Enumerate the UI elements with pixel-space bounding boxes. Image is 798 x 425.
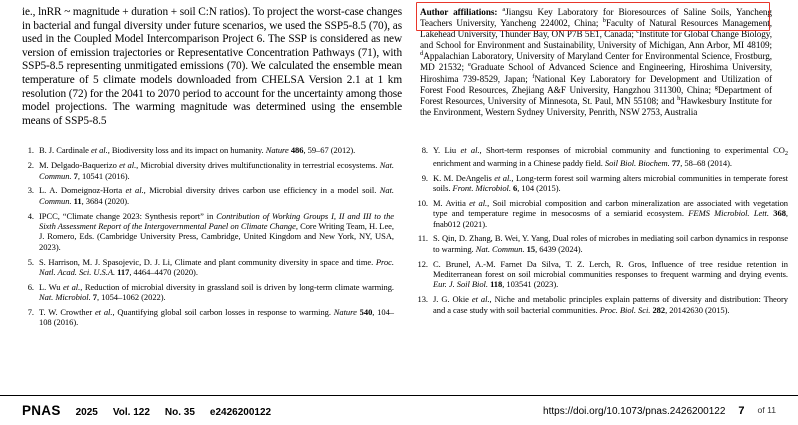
reference-number: 2.: [27, 160, 34, 171]
reference-number: 9.: [421, 172, 428, 183]
footer-issue: No. 35: [164, 407, 195, 418]
reference-text: C. Brunel, A.-M. Farnet Da Silva, T. Z. Lerch, R. Gros, Influence of tree residue retention in Mediterranean forest on soil microbial communities responses to frequent warming and drying events. Eur. J. Soil Biol. 118, 103541 (2023).: [433, 258, 788, 290]
reference-text: K. M. DeAngelis et al., Long-term forest soil warming alters microbial communities in temperate forest soils. Front. Microbiol. 6, 104 (2015).: [433, 172, 788, 193]
affiliations-label: Author affiliations:: [420, 7, 498, 17]
references-column-right: [416, 145, 788, 332]
doi-link[interactable]: https://doi.org/10.1073/pnas.2426200122: [543, 405, 726, 417]
page-number: 7: [738, 404, 745, 417]
reference-number: 1.: [27, 145, 34, 156]
reference-item: [22, 145, 394, 155]
reference-item: [22, 307, 394, 328]
reference-item: [22, 160, 394, 181]
reference-item: [416, 145, 788, 168]
references-section: [22, 145, 789, 332]
methods-paragraph: ie., lnRR ~ magnitude + duration + soil C:N ratios). To project the worst-case changes in bacterial and fungal diversity under future scenarios, we used the SSP5-8.5 (70), as used in the Coupled Model Intercomparison Project 6. The SSP is considered as new version of emission trajectories or Representative Concentration Pathways (71), with SSP5-8.5 representing unmitigated emissions (70). We calculated the ensemble mean temperature of 5 climate models downloaded from CHELSA Version 2.1 at 1 km resolution (72) for the 2041 to 2070 period to account for the uncertainty among those model projections. The warming magnitude was determined using the ensemble means of SSP5-8.5: [22, 6, 402, 127]
affiliations-text: $^a$Jiangsu Key Laboratory for Bioresources of Saline Soils, Yancheng Teachers University, Yancheng 224002, China; $^b$Faculty of Natural Resources Management, Lakehead University, Thunder Bay, ON P7B 5E1, Canada; $^c$Institute for Global Change Biology, and School for Environment and Sustainability, University of Michigan, Ann Arbor, MI 48109; $^d$Appalachian Laboratory, University of Maryland Center for Environmental Science, Frostburg, MD 21532; $^e$Graduate School of Advanced Science and Engineering, Hiroshima University, Hiroshima 739-8529, Japan; $^f$National Key Laboratory for Development and Utilization of Forest Food Resources, Zhejiang A&F University, Hangzhou 311300, China; $^g$Department of Forest Resources, University of Minnesota, St. Paul, MN 55108; and $^h$Hawkesbury Institute for the Environment, Western Sydney University, Penrith, NSW 2753, Australia: [420, 5, 773, 117]
reference-item: [22, 211, 394, 253]
top-columns: [22, 6, 776, 128]
journal-brand: PNAS: [22, 403, 61, 418]
footer-article-id: e2426200122: [209, 407, 272, 418]
page-footer: [0, 395, 798, 425]
reference-number: 11.: [417, 233, 428, 244]
reference-number: 8.: [421, 145, 428, 156]
author-affiliations: [420, 6, 772, 118]
reference-number: 4.: [27, 210, 34, 221]
reference-item: [416, 294, 788, 315]
reference-number: 13.: [417, 294, 428, 305]
footer-volume: Vol. 122: [112, 407, 150, 418]
reference-number: 3.: [27, 185, 34, 196]
reference-number: 7.: [27, 306, 34, 317]
footer-year: 2025: [75, 407, 98, 418]
reference-item: [416, 173, 788, 194]
reference-text: B. J. Cardinale et al., Biodiversity loss and its impact on humanity. Nature 486, 59–67 (2012).: [39, 145, 356, 156]
reference-text: J. G. Okie et al., Niche and metabolic principles explain patterns of diversity and distribution: Theory and a case study with soil bacterial communities. Proc. Biol. Sci. 282, 20142630 (2015).: [433, 294, 788, 315]
reference-number: 12.: [417, 258, 428, 269]
left-text-column: [22, 6, 402, 128]
reference-number: 10.: [417, 197, 428, 208]
reference-number: 6.: [27, 281, 34, 292]
reference-item: [416, 198, 788, 229]
reference-item: [416, 259, 788, 290]
reference-item: [22, 257, 394, 278]
page-count: of 11: [757, 404, 776, 415]
reference-number: 5.: [27, 256, 34, 267]
reference-item: [22, 185, 394, 206]
footer-left-group: [22, 403, 271, 418]
reference-text: M. Avitia et al., Soil microbial composition and carbon mineralization are associated with vegetation type and temperature regime in mesocosms of a semiarid ecosystem. FEMS Microbiol. Lett. 368, fnab012 (2021).: [433, 197, 789, 229]
footer-right-group: [543, 405, 776, 417]
reference-text: L. Wu et al., Reduction of microbial diversity in grassland soil is driven by long-term climate warming. Nat. Microbiol. 7, 1054–1062 (2022).: [39, 281, 394, 303]
reference-text: S. Qin, D. Zhang, B. Wei, Y. Yang, Dual roles of microbes in mediating soil carbon dynamics in response to warming. Nat. Commun. 15, 6439 (2024).: [433, 233, 788, 254]
reference-text: L. A. Domeignoz-Horta et al., Microbial diversity drives carbon use efficiency in a model soil. Nat. Commun. 11, 3684 (2020).: [39, 185, 394, 206]
reference-item: [416, 233, 788, 254]
reference-text: T. W. Crowther et al., Quantifying global soil carbon losses in response to warming. Nature 540, 104–108 (2016).: [39, 306, 395, 328]
reference-text: S. Harrison, M. J. Spasojevic, D. J. Li, Climate and plant community diversity in space and time. Proc. Natl. Acad. Sci. U.S.A. 117, 4464–4470 (2020).: [39, 256, 394, 277]
right-affiliations-column: [420, 6, 772, 118]
reference-text: M. Delgado-Baquerizo et al., Microbial diversity drives multifunctionality in terrestrial ecosystems. Nat. Commun. 7, 10541 (2016).: [39, 160, 394, 181]
reference-item: [22, 282, 394, 303]
reference-text: Y. Liu et al., Short-term responses of microbial community and functioning to experimental $CO_2$ enrichment and warming in a Chinese paddy field. Soil Biol. Biochem. 77, 58–68 (2014).: [433, 145, 788, 168]
reference-text: IPCC, “Climate change 2023: Synthesis report” in Contribution of Working Groups I, II and III to the Sixth Assessment Report of the Intergovernmental Panel on Climate Change, Core Writing Team, H. Lee, J. Romero, Eds. (Cambridge University Press, Cambridge, United Kingdom and New York, NY, USA, 2023).: [39, 210, 395, 252]
references-column-left: [22, 145, 394, 332]
